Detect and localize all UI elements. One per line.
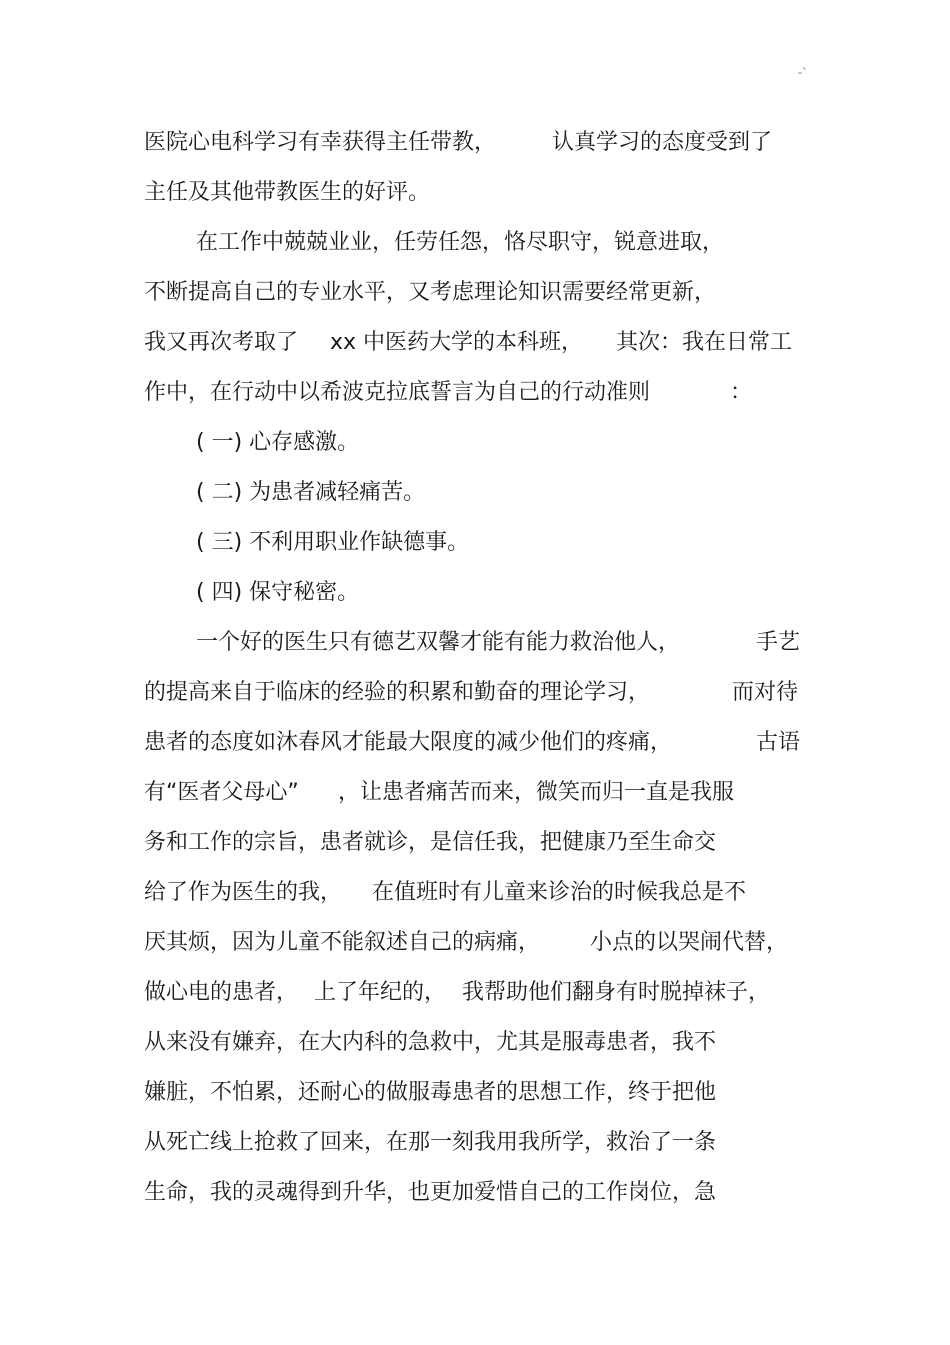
text-segment: ： — [730, 380, 753, 405]
text-segment: 我又再次考取了 — [144, 330, 299, 355]
text-segment: 务和工作的宗旨，患者就诊，是信任我，把健康乃至生命交 — [144, 830, 717, 855]
text-segment: 嫌脏，不怕累，还耐心的做服毒患者的思想工作，终于把他 — [144, 1080, 717, 1105]
text-segment: 主任及其他带教医生的好评。 — [144, 180, 431, 205]
text-segment: 做心电的患者， — [144, 980, 299, 1005]
text-segment: ，让患者痛苦而来，微笑而归一直是我服 — [338, 780, 735, 805]
text-segment: ( 四) 保守秘密。 — [196, 580, 360, 605]
text-segment: ( 一) 心存感激。 — [196, 430, 360, 455]
text-segment: 在工作中兢兢业业，任劳任怨，恪尽职守，锐意进取， — [196, 230, 725, 255]
text-segment: 从来没有嫌弃，在大内科的急救中，尤其是服毒患者，我不 — [144, 1030, 717, 1055]
text-segment: 而对待 — [732, 680, 799, 705]
text-segment: 的提高来自于临床的经验的积累和勤奋的理论学习， — [144, 680, 651, 705]
text-segment: 认真学习的态度受到了 — [552, 130, 773, 155]
corner-mark: -` — [798, 66, 808, 79]
text-segment: 古语 — [756, 730, 801, 755]
text-segment: ( 二) 为患者减轻痛苦。 — [196, 480, 426, 505]
text-segment: 患者的态度如沐春风才能最大限度的减少他们的疼痛， — [144, 730, 673, 755]
text-segment: 一个好的医生只有德艺双馨才能有能力救治他人， — [196, 630, 681, 655]
text-segment: ( 三) 不利用职业作缺德事。 — [196, 530, 470, 555]
text-segment: 作中，在行动中以希波克拉底誓言为自己的行动准则 — [144, 380, 651, 405]
text-segment: 其次：我在日常工 — [616, 330, 793, 355]
text-segment: 小点的以哭闹代替， — [590, 930, 789, 955]
text-segment: 不断提高自己的专业水平，又考虑理论知识需要经常更新， — [144, 280, 717, 305]
text-segment: 厌其烦，因为儿童不能叙述自己的病痛， — [144, 930, 541, 955]
text-segment: 给了作为医生的我， — [144, 880, 343, 905]
text-segment: 手艺 — [756, 630, 801, 655]
text-segment: 生命，我的灵魂得到升华，也更加爱惜自己的工作岗位，急 — [144, 1180, 717, 1205]
text-segment: 上了年纪的， — [314, 980, 447, 1005]
text-segment: 从死亡线上抢救了回来，在那一刻我用我所学，救治了一条 — [144, 1130, 717, 1155]
text-segment: 在值班时有儿童来诊治的时候我总是不 — [372, 880, 747, 905]
text-segment: 我帮助他们翻身有时脱掉袜子， — [462, 980, 771, 1005]
text-segment: 有“医者父母心” — [144, 780, 299, 805]
text-segment: 医院心电科学习有幸获得主任带教， — [144, 130, 497, 155]
text-segment: xx 中医药大学的本科班， — [330, 330, 584, 355]
